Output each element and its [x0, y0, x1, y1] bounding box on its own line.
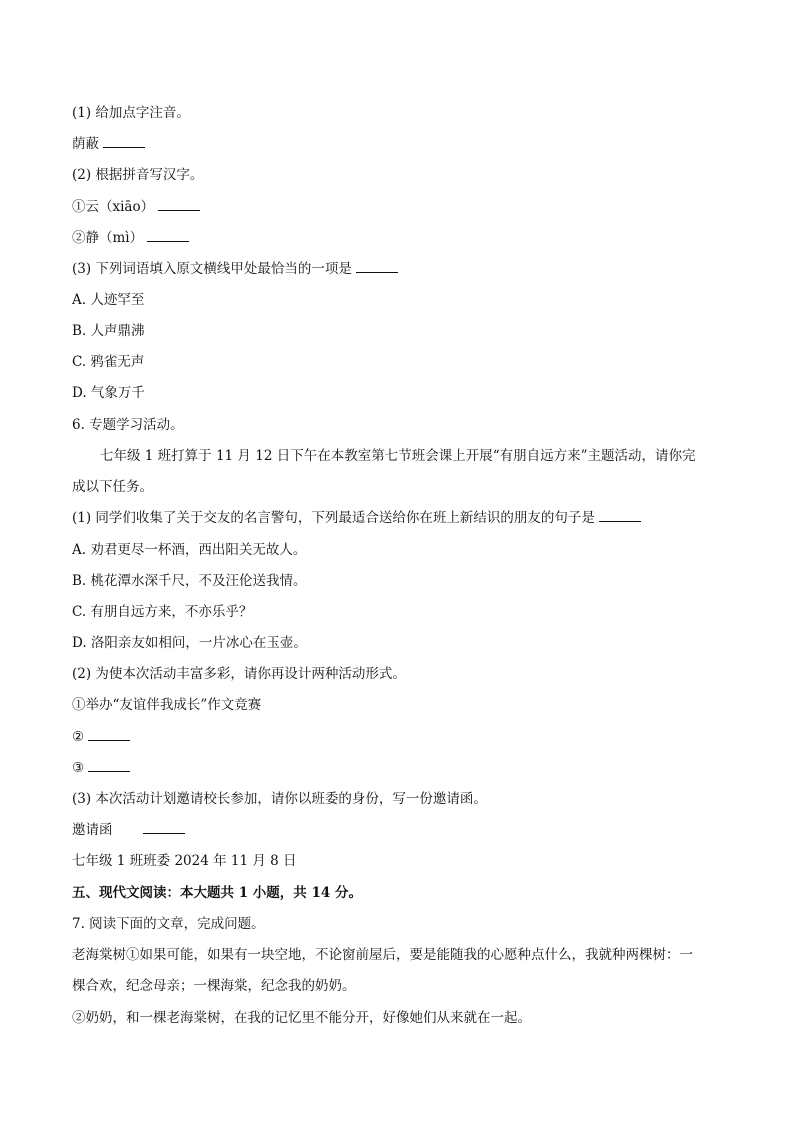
q5-option-a: A. 人迹罕至	[72, 292, 145, 308]
q6-option-a: A. 劝君更尽一杯酒，西出阳关无故人。	[72, 542, 307, 558]
q7-heading: 7. 阅读下面的文章，完成问题。	[72, 916, 265, 932]
q6-option-b: B. 桃花潭水深千尺，不及汪伦送我情。	[72, 573, 307, 589]
passage-line2: 棵合欢，纪念母亲；一棵海棠，纪念我的奶奶。	[72, 978, 356, 994]
q5-sub2-item2: ②静（mì）	[72, 228, 722, 248]
answer-blank[interactable]	[88, 728, 130, 741]
q5-sub2-item1: ①云（xiāo）	[72, 197, 722, 217]
q5-option-c: C. 鸦雀无声	[72, 354, 145, 370]
answer-blank[interactable]	[147, 229, 189, 242]
q6-intro-line1: 七年级 1 班打算于 11 月 12 日下午在本教室第七节班会课上开展“有朋自远方来”主题活动，请你完	[100, 448, 696, 464]
answer-blank[interactable]	[599, 509, 641, 522]
answer-blank[interactable]	[143, 821, 185, 834]
q5-sub2-prompt: (2) 根据拼音写汉字。	[72, 167, 204, 183]
answer-blank[interactable]	[88, 759, 130, 772]
q5-sub3-prompt: (3) 下列词语填入原文横线甲处最恰当的一项是	[72, 259, 722, 279]
q6-sub2-item3: ③	[72, 758, 722, 778]
q5-option-d: D. 气象万千	[72, 385, 145, 401]
q6-option-d: D. 洛阳亲友如相问，一片冰心在玉壶。	[72, 635, 307, 651]
q6-option-c: C. 有朋自远方来，不亦乐乎？	[72, 604, 253, 620]
q6-sub2-item2: ②	[72, 727, 722, 747]
q6-sub1-prompt: (1) 同学们收集了关于交友的名言警句，下列最适合送给你在班上新结识的朋友的句子是	[72, 508, 722, 528]
invitation-title: 邀请函	[72, 820, 722, 840]
passage-line1: 老海棠树①如果可能，如果有一块空地，不论窗前屋后，要是能随我的心愿种点什么，我就种两棵树：一	[72, 947, 693, 963]
answer-blank[interactable]	[158, 198, 200, 211]
answer-blank[interactable]	[356, 260, 398, 273]
invitation-signature: 七年级 1 班班委 2024 年 11 月 8 日	[72, 853, 297, 869]
q6-intro-line2: 成以下任务。	[72, 479, 153, 495]
q5-option-b: B. 人声鼎沸	[72, 323, 145, 339]
q6-sub2-prompt: (2) 为使本次活动丰富多彩，请你再设计两种活动形式。	[72, 666, 406, 682]
q5-sub1-word: 荫蔽	[72, 134, 722, 154]
q6-sub2-item1: ①举办“友谊伴我成长”作文竞赛	[72, 697, 262, 713]
q6-heading: 6. 专题学习活动。	[72, 417, 184, 433]
answer-blank[interactable]	[103, 135, 145, 148]
section-five-heading: 五、现代文阅读：本大题共 1 小题，共 14 分。	[72, 885, 362, 901]
passage-line3: ②奶奶，和一棵老海棠树，在我的记忆里不能分开，好像她们从来就在一起。	[72, 1010, 531, 1026]
q5-sub1-prompt: (1) 给加点字注音。	[72, 105, 190, 121]
q6-sub3-prompt: (3) 本次活动计划邀请校长参加，请你以班委的身份，写一份邀请函。	[72, 791, 487, 807]
